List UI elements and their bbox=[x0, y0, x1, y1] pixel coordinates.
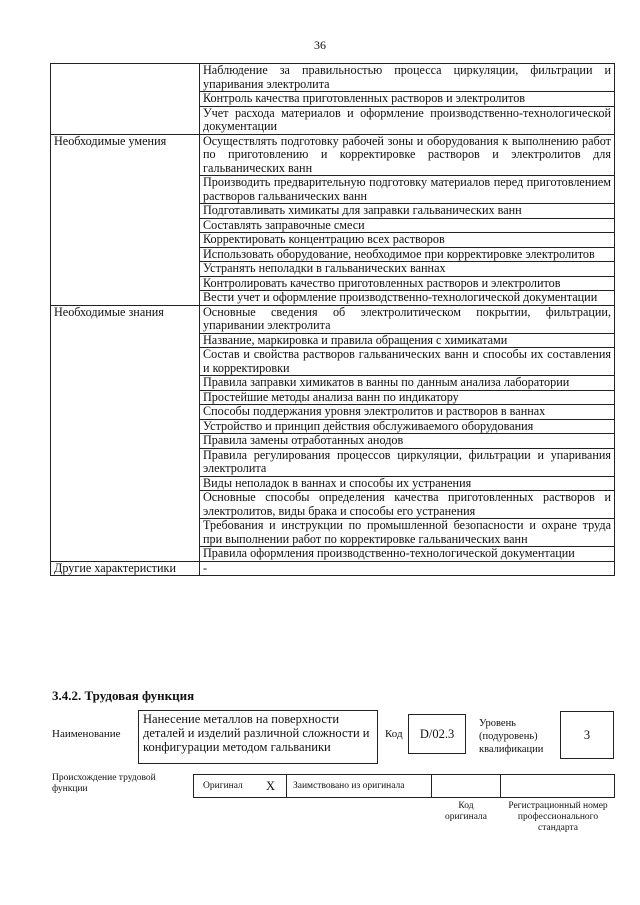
row-item-text: - bbox=[200, 561, 615, 576]
name-label: Наименование bbox=[52, 728, 121, 740]
row-item-text: Правила регулирования процессов циркуляции, фильтрации и упаривания электролита bbox=[200, 448, 615, 476]
origin-label: Происхождение трудовой функции bbox=[52, 773, 156, 794]
name-value-box bbox=[138, 710, 378, 764]
borrowed-cell bbox=[286, 774, 432, 798]
original-label: Оригинал bbox=[203, 781, 243, 791]
row-item-text: Составлять заправочные смеси bbox=[200, 218, 615, 233]
row-item-text: Корректировать концентрацию всех растворов bbox=[200, 233, 615, 248]
row-item-text: Способы поддержания уровня электролитов и растворов в ваннах bbox=[200, 405, 615, 420]
row-item-text: Использовать оборудование, необходимое при корректировке электролитов bbox=[200, 247, 615, 262]
table-row bbox=[51, 561, 615, 576]
row-item-text: Устранять неполадки в гальванических ваннах bbox=[200, 262, 615, 277]
row-item-text: Контроль качества приготовленных растворов и электролитов bbox=[200, 92, 615, 107]
table-row bbox=[51, 305, 615, 333]
original-mark: X bbox=[266, 779, 276, 793]
row-item-text: Состав и свойства растворов гальванических ванн и способы их составления и корректировки bbox=[200, 348, 615, 376]
level-value: 3 bbox=[583, 728, 591, 742]
row-group-label bbox=[51, 64, 200, 135]
code-original-cell bbox=[431, 774, 501, 798]
code-original-label: Код оригинала bbox=[445, 801, 487, 822]
row-item-text: Наблюдение за правильностью процесса циркуляции, фильтрации и упаривания электролита bbox=[200, 64, 615, 92]
table-row bbox=[51, 134, 615, 176]
page-number: 36 bbox=[314, 38, 326, 52]
row-item-text: Основные способы определения качества приготовленных растворов и электролитов, виды брака и способы его устранения bbox=[200, 491, 615, 519]
row-item-text: Вести учет и оформление производственно-технологической документации bbox=[200, 291, 615, 306]
row-item-text: Устройство и принцип действия обслуживаемого оборудования bbox=[200, 419, 615, 434]
row-item-text: Осуществлять подготовку рабочей зоны и оборудования к выполнению работ по приготовлению и корректировке растворов и электролитов для гальванических ванн bbox=[200, 134, 615, 176]
row-group-label: Необходимые знания bbox=[51, 305, 200, 561]
row-group-label: Другие характеристики bbox=[51, 561, 200, 576]
borrowed-label: Заимствовано из оригинала bbox=[293, 781, 405, 791]
row-item-text: Простейшие методы анализа ванн по индикатору bbox=[200, 390, 615, 405]
row-item-text: Правила оформления производственно-технологической документации bbox=[200, 547, 615, 562]
row-item-text: Подготавливать химикаты для заправки гальванических ванн bbox=[200, 204, 615, 219]
row-item-text: Виды неполадок в ваннах и способы их устранения bbox=[200, 476, 615, 491]
table-row bbox=[51, 64, 615, 92]
row-item-text: Основные сведения об электролитическом покрытии, фильтрации, упаривании электролита bbox=[200, 305, 615, 333]
row-item-text: Правила замены отработанных анодов bbox=[200, 434, 615, 449]
code-value: D/02.3 bbox=[419, 727, 455, 741]
code-label: Код bbox=[385, 728, 403, 740]
row-group-label: Необходимые умения bbox=[51, 134, 200, 305]
row-item-text: Контролировать качество приготовленных растворов и электролитов bbox=[200, 276, 615, 291]
reg-number-cell bbox=[500, 774, 615, 798]
name-value: Нанесение металлов на поверхности деталей и изделий различной сложности и конфигурации методом гальваники bbox=[143, 712, 370, 754]
row-item-text: Название, маркировка и правила обращения с химикатами bbox=[200, 333, 615, 348]
row-item-text: Требования и инструкции по промышленной безопасности и охране труда при выполнении работ по корректировке гальванических ванн bbox=[200, 519, 615, 547]
reg-number-label: Регистрационный номер профессионального стандарта bbox=[508, 801, 608, 833]
row-item-text: Правила заправки химикатов в ванны по данным анализа лаборатории bbox=[200, 376, 615, 391]
code-value-box bbox=[408, 714, 466, 754]
section-heading: 3.4.2. Трудовая функция bbox=[52, 688, 195, 703]
level-value-box bbox=[560, 711, 614, 759]
row-item-text: Производить предварительную подготовку материалов перед приготовлением растворов гальванических ванн bbox=[200, 176, 615, 204]
row-item-text: Учет расхода материалов и оформление производственно-технологической документации bbox=[200, 106, 615, 134]
skills-table bbox=[50, 63, 615, 576]
original-cell bbox=[193, 774, 287, 798]
level-label: Уровень (подуровень) квалификации bbox=[479, 718, 544, 755]
